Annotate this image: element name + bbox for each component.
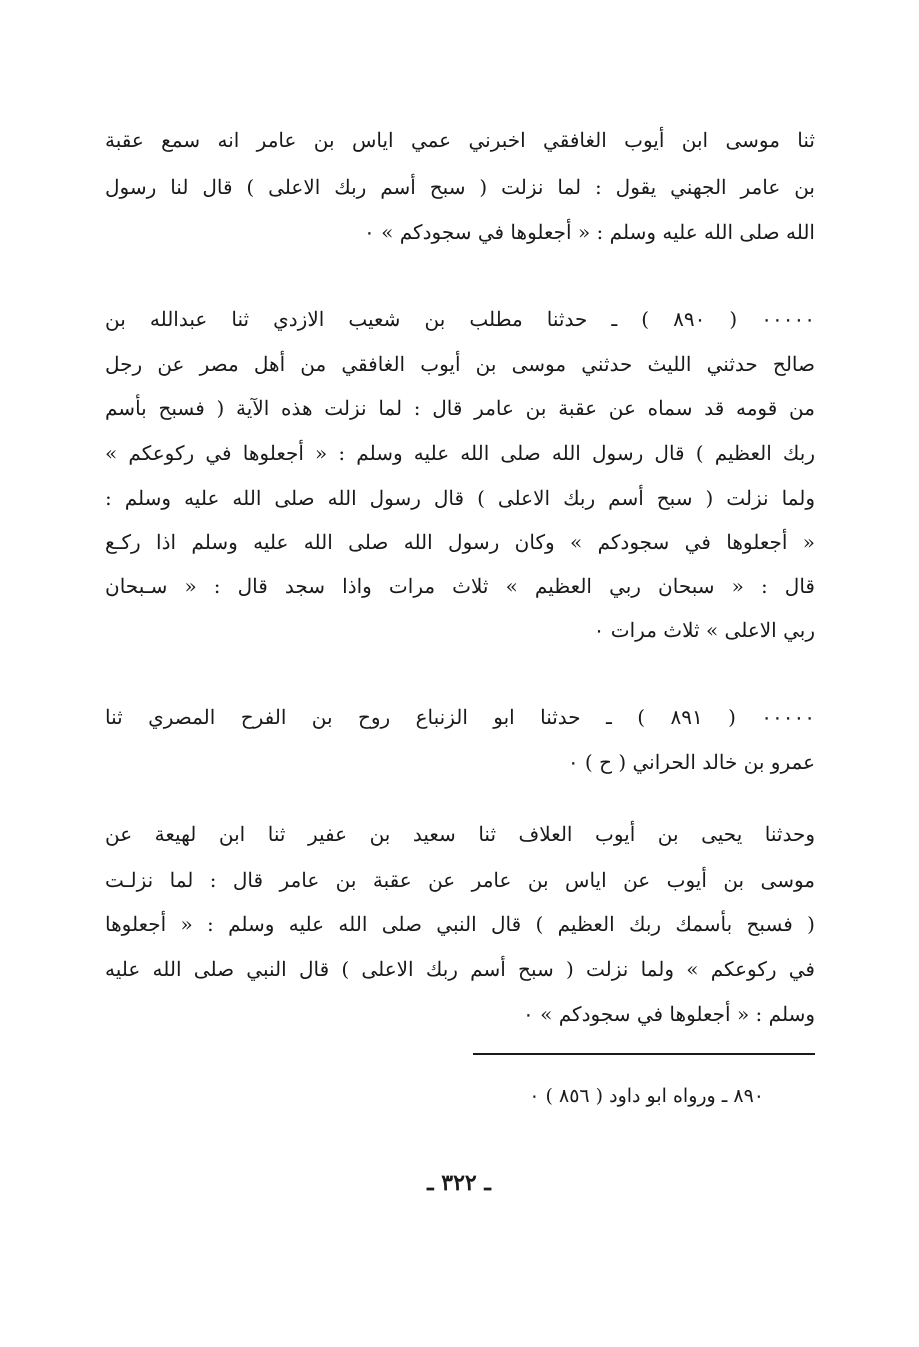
paragraph-2-line-6: « أجعلوها في سجودكم » وكان رسول الله صلى الله عليه وسلم اذا ركـع <box>105 530 815 554</box>
paragraph-4-line-2: موسى بن أيوب عن اياس بن عامر عن عقبة بن عامر قال : لما نزلـت <box>105 868 815 892</box>
paragraph-4-line-1: وحدثنا يحيى بن أيوب العلاف ثنا سعيد بن عفير ثنا ابن لهيعة عن <box>105 822 815 846</box>
paragraph-1-line-2: بن عامر الجهني يقول : لما نزلت ( سبح أسم ربك الاعلى ) قال لنا رسول <box>105 175 815 199</box>
footnote-separator <box>473 1053 815 1055</box>
page-number: ـ ٣٢٢ ـ <box>427 1170 491 1196</box>
paragraph-2-line-1: ٠٠٠٠٠ ( ٨٩٠ ) ـ حدثنا مطلب بن شعيب الازدي ثنا عبدالله بن <box>105 307 815 331</box>
paragraph-4-line-4: في ركوعكم » ولما نزلت ( سبح أسم ربك الاعلى ) قال النبي صلى الله عليه <box>105 957 815 981</box>
paragraph-4-line-3: ( فسبح بأسمك ربك العظيم ) قال النبي صلى الله عليه وسلم : « أجعلوها <box>105 912 815 936</box>
paragraph-4-line-5: وسلم : « أجعلوها في سجودكم » ٠ <box>523 1002 815 1026</box>
paragraph-2-line-7: قال : « سبحان ربي العظيم » ثلاث مرات واذا سجد قال : « سـبحان <box>105 574 815 598</box>
footnote: ٨٩٠ ـ ورواه ابو داود ( ٨٥٦ ) ٠ <box>529 1085 764 1107</box>
paragraph-2-line-5: ولما نزلت ( سبح أسم ربك الاعلى ) قال رسول الله صلى الله عليه وسلم : <box>105 486 815 510</box>
paragraph-2-line-8: ربي الاعلى » ثلاث مرات ٠ <box>593 618 815 642</box>
paragraph-2-line-4: ربك العظيم ) قال رسول الله صلى الله عليه وسلم : « أجعلوها في ركوعكم » <box>105 441 815 465</box>
paragraph-3-line-1: ٠٠٠٠٠ ( ٨٩١ ) ـ حدثنا ابو الزنباع روح بن الفرح المصري ثنا <box>105 705 815 729</box>
paragraph-1-line-3: الله صلى الله عليه وسلم : « أجعلوها في سجودكم » ٠ <box>364 220 815 244</box>
paragraph-2-line-2: صالح حدثني الليث حدثني موسى بن أيوب الغافقي من أهل مصر عن رجل <box>105 352 815 376</box>
paragraph-1-line-1: ثنا موسى ابن أيوب الغافقي اخبرني عمي اياس بن عامر انه سمع عقبة <box>105 128 815 152</box>
paragraph-3-line-2: عمرو بن خالد الحراني ( ح ) ٠ <box>567 750 815 774</box>
paragraph-2-line-3: من قومه قد سماه عن عقبة بن عامر قال : لما نزلت هذه الآية ( فسبح بأسم <box>105 396 815 420</box>
